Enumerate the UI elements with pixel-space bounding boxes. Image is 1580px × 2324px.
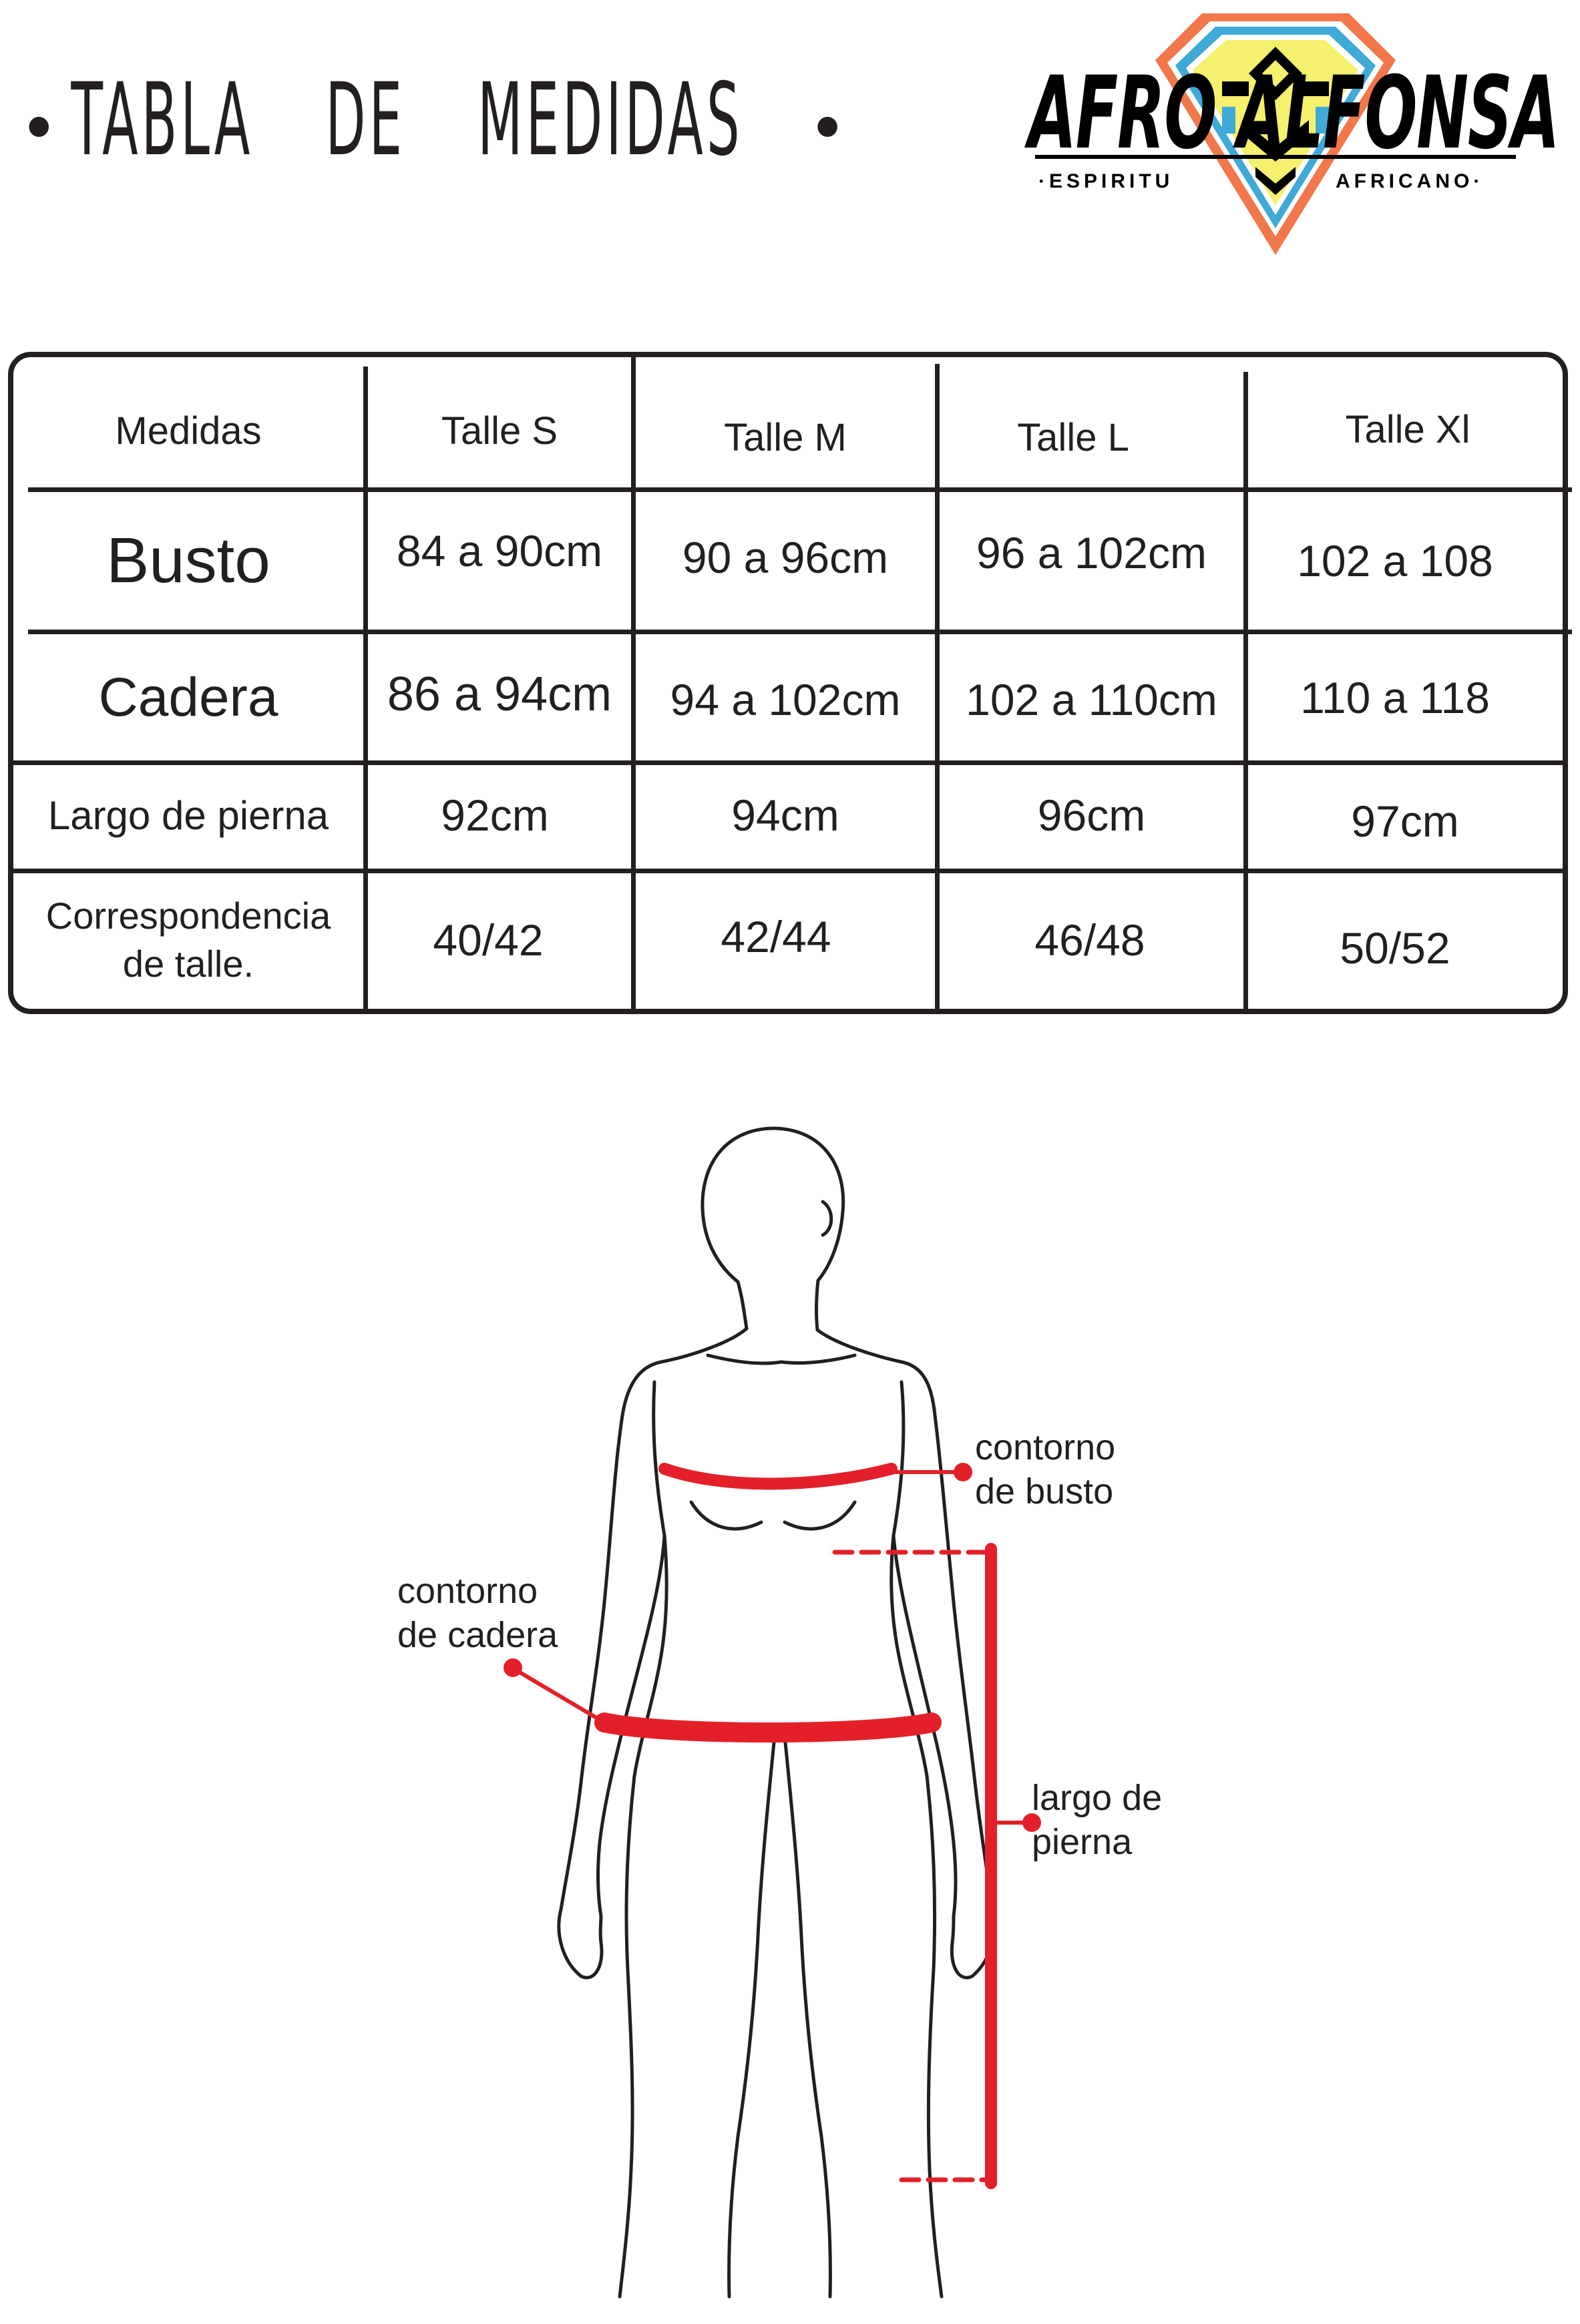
annotation-line: contorno: [975, 1427, 1116, 1467]
row-label-largo-de-pierna: Largo de pierna: [47, 792, 329, 838]
table-cell: 46/48: [1034, 915, 1145, 965]
column-header-talle-xl: Talle Xl: [1345, 407, 1470, 451]
table-cell: 102 a 108: [1297, 536, 1493, 586]
table-hline: [28, 630, 1572, 634]
table-cell: 96 a 102cm: [976, 528, 1207, 577]
row-label-cadera: Cadera: [98, 667, 278, 728]
column-header-talle-l: Talle L: [1017, 415, 1129, 459]
body-outline-illustration: [0, 1068, 1580, 2321]
annotation-line: contorno: [397, 1571, 538, 1611]
brand-name-part1: AFRO: [1028, 55, 1217, 172]
title-word-3: MEDIDAS: [477, 62, 743, 178]
row-label-line: de talle.: [122, 943, 254, 985]
title-word-2: DE: [325, 62, 406, 178]
row-label-correspondencia-de-talle: [13, 873, 363, 1007]
annotation-contorno-de-cadera: [397, 1569, 558, 1657]
table-cell: 42/44: [721, 912, 831, 961]
table-cell: 92cm: [441, 790, 549, 840]
table-vline: [631, 357, 636, 1014]
size-table: [8, 352, 1568, 1014]
table-cell: 90 a 96cm: [682, 533, 889, 582]
page-title: [27, 63, 839, 177]
annotation-largo-de-pierna: [1032, 1776, 1162, 1864]
brand-name: [1028, 55, 1559, 172]
annotation-contorno-de-busto: [975, 1425, 1115, 1514]
row-label-busto: Busto: [106, 525, 270, 596]
table-cell: 50/52: [1340, 923, 1450, 973]
title-word-1: TABLA: [71, 62, 254, 178]
table-vline: [363, 367, 368, 1014]
table-cell: 102 a 110cm: [966, 675, 1217, 724]
title-bullet-right: [817, 117, 837, 137]
annotation-line: pierna: [1032, 1822, 1133, 1862]
table-cell: 110 a 118: [1300, 673, 1490, 722]
table-cell: 40/42: [433, 915, 544, 965]
column-header-talle-m: Talle M: [724, 415, 847, 459]
body-measurement-figure: [0, 1068, 1580, 2321]
annotation-line: largo de: [1032, 1778, 1163, 1818]
table-vline: [935, 364, 940, 1014]
table-vline: [1243, 372, 1248, 1014]
table-cell: 97cm: [1351, 796, 1459, 846]
table-cell: 94 a 102cm: [670, 675, 901, 724]
table-cell: 94cm: [731, 790, 839, 840]
table-cell: 86 a 94cm: [387, 668, 612, 721]
table-cell: 84 a 90cm: [396, 526, 603, 575]
brand-tagline-left: ·ESPIRITU: [1038, 170, 1174, 192]
annotation-line: de cadera: [397, 1615, 558, 1655]
row-label-line: Correspondencia: [45, 895, 331, 937]
title-bullet-left: [29, 117, 49, 137]
column-header-talle-s: Talle S: [441, 409, 558, 453]
annotation-line: de busto: [975, 1471, 1114, 1512]
brand-name-part2: ALFONSA: [1237, 55, 1559, 172]
brand-tagline-right: AFRICANO·: [1336, 170, 1485, 192]
column-header-medidas: Medidas: [115, 409, 262, 453]
table-cell: 96cm: [1037, 790, 1146, 840]
